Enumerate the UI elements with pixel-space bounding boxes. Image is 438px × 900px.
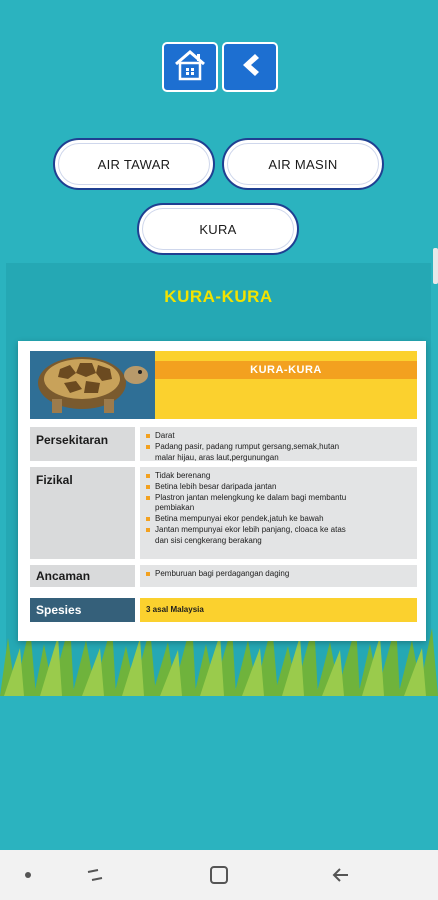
row-content-persekitaran bbox=[140, 427, 417, 461]
home-button[interactable] bbox=[162, 42, 218, 92]
home-square-icon[interactable] bbox=[208, 864, 230, 891]
info-panel bbox=[6, 263, 431, 688]
list-item-continuation: dan sisi cengkerang berakang bbox=[155, 535, 262, 545]
recent-apps-icon[interactable] bbox=[84, 864, 106, 891]
chevron-left-icon bbox=[233, 48, 267, 87]
house-icon bbox=[172, 47, 208, 88]
panel-title: KURA-KURA bbox=[164, 287, 273, 306]
air-masin-button[interactable]: AIR MASIN bbox=[222, 138, 384, 190]
list-item: Plastron jantan melengkung ke dalam bagi membantu bbox=[146, 493, 411, 504]
list-item-continuation: pembiakan bbox=[155, 503, 195, 513]
row-label-spesies: Spesies bbox=[30, 598, 135, 622]
system-nav-bar bbox=[0, 850, 438, 900]
species-info-card bbox=[18, 341, 426, 641]
row-content-fizikal bbox=[140, 467, 417, 559]
tortoise-image bbox=[30, 351, 155, 419]
row-label-persekitaran: Persekitaran bbox=[30, 427, 135, 461]
list-item: Betina lebih besar daripada jantan bbox=[146, 482, 411, 493]
list-item: Padang pasir, padang rumput gersang,semak,hutan bbox=[146, 442, 411, 453]
row-content-ancaman bbox=[140, 565, 417, 587]
card-header-bar bbox=[155, 351, 417, 419]
air-tawar-button[interactable]: AIR TAWAR bbox=[53, 138, 215, 190]
scrollbar[interactable] bbox=[433, 248, 438, 284]
back-button[interactable] bbox=[222, 42, 278, 92]
list-item: Jantan mempunyai ekor lebih panjang, cloaca ke atas bbox=[146, 525, 411, 536]
list-item: Tidak berenang bbox=[146, 471, 411, 482]
row-label-fizikal: Fizikal bbox=[30, 467, 135, 559]
list-item: Pemburuan bagi perdagangan daging bbox=[146, 569, 411, 580]
card-header-title: KURA-KURA bbox=[155, 361, 417, 379]
row-content-spesies: 3 asal Malaysia bbox=[140, 598, 417, 622]
list-item-continuation: malar hijau, aras laut,pergunungan bbox=[155, 452, 279, 462]
row-label-ancaman: Ancaman bbox=[30, 565, 135, 587]
kura-button[interactable]: KURA bbox=[137, 203, 299, 255]
dot-icon bbox=[25, 872, 31, 878]
list-item: Betina mempunyai ekor pendek,jatuh ke bawah bbox=[146, 514, 411, 525]
list-item: Darat bbox=[146, 431, 411, 442]
back-arrow-icon[interactable] bbox=[330, 864, 352, 891]
